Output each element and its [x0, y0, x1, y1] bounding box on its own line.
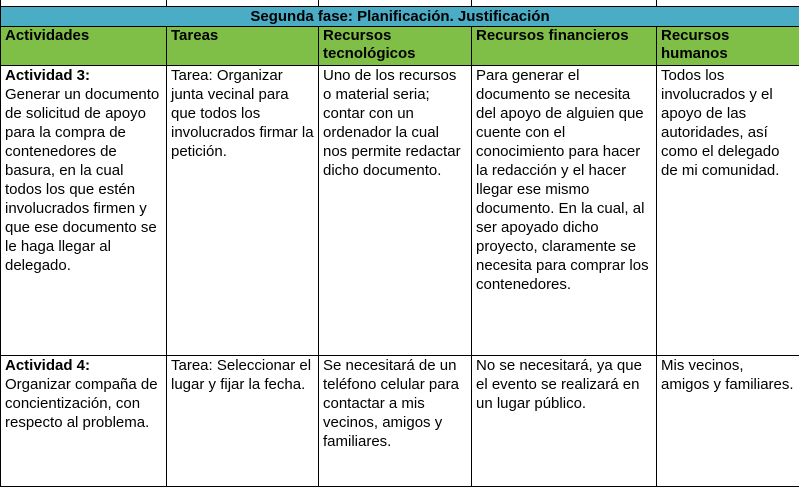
phase-title: Segunda fase: Planificación. Justificación [1, 7, 799, 27]
recursos-tecnologicos-cell: Uno de los recursos o material seria; contar con un ordenador la cual nos permite redactar dicho documento. [319, 66, 472, 356]
activity-cell [1, 66, 167, 356]
recursos-tecnologicos-cell: Se necesitará de un teléfono celular para contactar a mis vecinos, amigos y familiares. [319, 356, 472, 487]
column-header-actividades: Actividades [1, 27, 167, 66]
activity-title: Actividad 4: [5, 357, 91, 374]
tareas-cell: Tarea: Seleccionar el lugar y fijar la fecha. [167, 356, 319, 487]
recursos-financieros-cell: Para generar el documento se necesita del apoyo de alguien que cuente con el conocimiento para hacer la redacción y el hacer llegar ese mismo documento. En la cual, al ser apoyado dicho proyecto, claramente se necesita para comprar los contenedores. [472, 66, 657, 356]
column-header-recursos-humanos: Recursos humanos [657, 27, 799, 66]
recursos-financieros-cell: No se necesitará, ya que el evento se realizará en un lugar público. [472, 356, 657, 487]
table-row [1, 356, 799, 487]
tareas-cell: Tarea: Organizar junta vecinal para que todos los involucrados firmar la petición. [167, 66, 319, 356]
activity-title: Actividad 3: [5, 67, 91, 84]
table-row [1, 66, 799, 356]
recursos-humanos-cell: Todos los involucrados y el apoyo de las autoridades, así como el delegado de mi comunidad. [657, 66, 799, 356]
activity-description: Organizar compaña de concientización, con respecto al problema. [5, 376, 158, 431]
phase-header-row [1, 7, 799, 27]
column-header-tareas: Tareas [167, 27, 319, 66]
column-header-recursos-financieros: Recursos financieros [472, 27, 657, 66]
column-header-recursos-tecnologicos: Recursos tecnológicos [319, 27, 472, 66]
activity-description: Generar un documento de solicitud de apoyo para la compra de contenedores de basura, en la cual todos los que estén involucrados firmen y que ese documento se le haga llegar al delegado. [5, 86, 160, 274]
activity-cell [1, 356, 167, 487]
column-header-row [1, 27, 799, 66]
recursos-humanos-cell: Mis vecinos, amigos y familiares. [657, 356, 799, 487]
